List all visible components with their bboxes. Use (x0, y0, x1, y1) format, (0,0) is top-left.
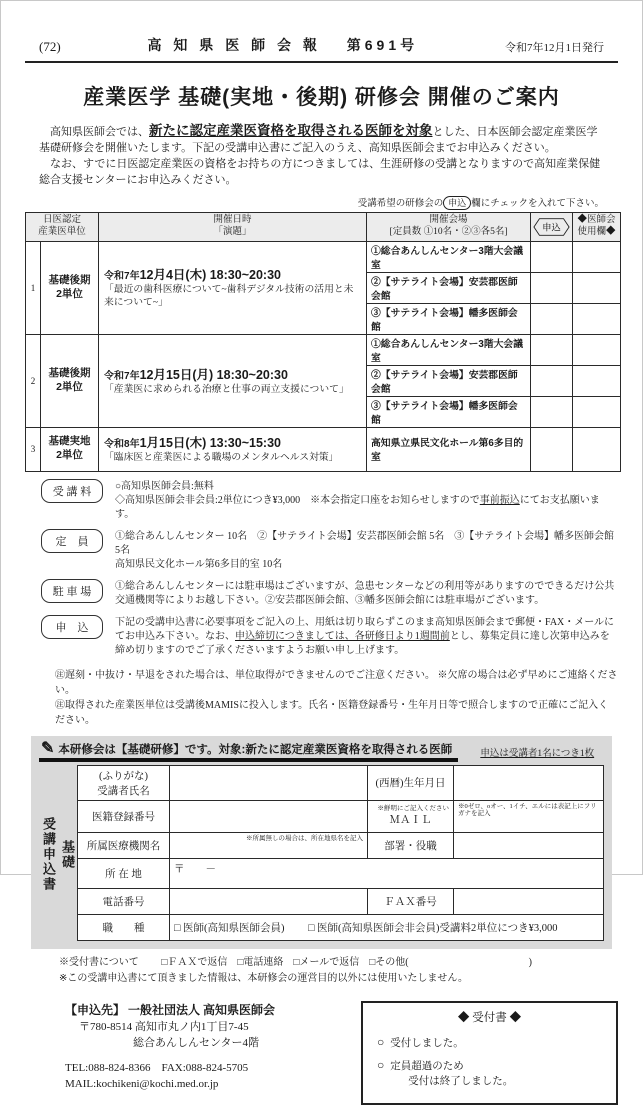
row3-office-cell-1 (573, 427, 621, 471)
table-row (26, 427, 621, 471)
form-footer-notes (59, 955, 618, 987)
row1-office-cell-3 (573, 303, 621, 334)
phone-field[interactable] (170, 888, 368, 914)
receipt-option-accepted-label: 受付しました。 (390, 1037, 464, 1049)
contact-block (65, 1001, 355, 1105)
header-datetime-line1: 開催日時 (213, 214, 252, 225)
apply-underline: 申込締切につきましては、各研修日より1週間前 (235, 630, 450, 642)
fee-line2-post: にてお支払願います。 (115, 494, 600, 520)
capacity-line1: ①総合あんしんセンター 10名 ②【サテライト会場】安芸郡医師会館 5名 ③【サテライト会場】幡多医師会館 5名 (115, 530, 614, 556)
row2-datetime (99, 334, 367, 427)
document-page (1, 1, 642, 1105)
header-office-use (573, 212, 621, 241)
row2-office-cell-1 (573, 334, 621, 365)
journal-name: 高 知 県 医 師 会 報 第691号 (147, 37, 419, 53)
page-title: 産業医学 基礎(実地・後期) 研修会 開催のご案内 (83, 86, 560, 109)
row1-venue-2: ②【サテライト会場】安芸郡医師会館 (367, 272, 531, 303)
header-cert-line1: 日医認定 (43, 214, 82, 225)
registration-number-label: 医籍登録番号 (78, 800, 170, 832)
header-venue-line2: [定員数 ①10名・②③各5名] (389, 226, 508, 237)
row3-number: 3 (26, 427, 41, 471)
contact-address-2: 総合あんしんセンター4階 (133, 1037, 260, 1049)
receipt-option-full-label (390, 1058, 513, 1088)
caution-notes (55, 668, 618, 728)
fee-label: 受 講 料 (41, 479, 103, 503)
furigana-label: (ふりがな) (99, 770, 148, 782)
header-venue-line1: 開催会場 (429, 214, 468, 225)
receipt-reply-options[interactable]: □ＦＡＸで返信 □電話連絡 □メールで返信 □その他( ) (161, 956, 532, 968)
intro-paragraph (39, 121, 604, 189)
issue-date: 令和7年12月1日発行 (504, 42, 604, 54)
intro-p2: なお、すでに日医認定産業医の資格をお持ちの方につきましては、生涯研修の受講となりますので高知産業保健総合支援センターにお申込みください。 (39, 157, 601, 186)
application-form-table (77, 765, 604, 941)
row3-era: 令和8年 (104, 439, 140, 451)
contact-mail: MAIL:kochikeni@kochi.med.or.jp (65, 1078, 219, 1090)
intro-p1-post: とした、日本医師会認定産業医学基礎研修会を開催いたします。下記の受講申込書にご記入のうえ、高知県医師会までお申込みください。 (39, 126, 598, 154)
caution-note-1: ㊟遅刻・中抜け・早退をされた場合は、単位取得ができませんのでご注意ください。 ※欠席の場合は必ず早めにご連絡ください。 (55, 669, 618, 696)
contact-org: 【申込先】 一般社団法人 高知県医師会 (65, 1002, 276, 1017)
row1-topic: 「最近の歯科医療について~歯科デジタル技術の活用と未来について~」 (104, 284, 354, 308)
bottom-section (65, 1001, 618, 1105)
occupation-option-member[interactable]: □ 医師(高知県医師会員) (174, 922, 285, 934)
row1-office-cell-1 (573, 241, 621, 272)
row3-date: 1月15日(木) 13:30~15:30 (139, 436, 281, 451)
contact-address-1: 〒780-8514 高知市丸ノ内1丁目7-45 (79, 1020, 249, 1033)
form-header-text: 本研修会は【基礎研修】です。対象:新たに認定産業医資格を取得される医師 (58, 743, 453, 756)
parking-section (41, 579, 618, 608)
organization-field[interactable] (170, 832, 368, 858)
pencil-icon: ✎ (41, 739, 55, 757)
address-field[interactable] (170, 858, 604, 888)
header-venue (367, 212, 531, 241)
row2-number: 2 (26, 334, 41, 427)
capacity-label: 定 員 (41, 529, 103, 553)
department-label: 部署・役職 (368, 832, 454, 858)
apply-body (115, 615, 618, 658)
row1-number: 1 (26, 241, 41, 334)
row1-office-cell-2 (573, 272, 621, 303)
header-datetime-line2: 「演題」 (213, 226, 252, 237)
header-apply (531, 212, 573, 241)
check-instruction (25, 195, 604, 210)
fee-line1: ○高知県医師会員:無料 (115, 480, 214, 492)
department-field[interactable] (454, 832, 604, 858)
form-side-label-bottom: 受講申込書 (41, 817, 56, 892)
row2-era: 令和7年 (104, 370, 140, 382)
row2-unit-line2: 2単位 (56, 380, 83, 393)
phone-label: 電話番号 (78, 888, 170, 914)
capacity-line2: 高知県民文化ホール第6多目的室 10名 (115, 558, 283, 570)
row3-unit (41, 427, 99, 471)
row3-datetime (99, 427, 367, 471)
occupation-options (170, 914, 604, 940)
postal-mark: 〒 － (174, 863, 216, 875)
table-row (26, 334, 621, 365)
mail-side-note: ※0ゼロ、oオー、1イチ、エルには表記上にフリガナを記入 (458, 802, 597, 818)
occupation-option-nonmember[interactable]: □ 医師(高知県医師会非会員)受講料2単位につき¥3,000 (308, 922, 558, 934)
row2-apply-checkbox-1[interactable] (531, 334, 573, 365)
row1-unit-line1: 基礎後期 (48, 273, 91, 286)
form-header (39, 740, 604, 762)
form-side-label-top: 基礎 (60, 839, 75, 870)
row1-apply-checkbox-1[interactable] (531, 241, 573, 272)
apply-hexagon-label: 申込 (542, 223, 561, 234)
occupation-label: 職 種 (78, 914, 170, 940)
header-office-line2: 使用欄◆ (577, 226, 616, 237)
row1-apply-checkbox-2[interactable] (531, 272, 573, 303)
receipt-circle-2[interactable]: ○ (377, 1057, 385, 1072)
row2-office-cell-2 (573, 365, 621, 396)
organization-label: 所属医療機関名 (78, 832, 170, 858)
contact-tel-fax: TEL:088-824-8366 FAX:088-824-5705 (65, 1061, 249, 1074)
privacy-note: ※この受講申込書にて頂きました情報は、本研修会の運営目的以外には使用いたしません。 (59, 972, 468, 984)
row1-venue-1: ①総合あんしんセンター3階大会議室 (367, 241, 531, 272)
row1-apply-checkbox-3[interactable] (531, 303, 573, 334)
row2-apply-checkbox-2[interactable] (531, 365, 573, 396)
name-label: 受講者氏名 (97, 785, 150, 797)
row3-venue-1: 高知県立県民文化ホール第6多目的室 (367, 427, 531, 471)
application-form-panel (31, 736, 612, 949)
mail-field[interactable] (454, 800, 604, 832)
apply-section (41, 615, 618, 658)
row2-office-cell-3 (573, 396, 621, 427)
header-cert-unit (26, 212, 99, 241)
dob-field[interactable] (454, 765, 604, 800)
row1-unit-line2: 2単位 (56, 287, 83, 300)
check-instruction-pre: 受講希望の研修会の (357, 198, 444, 209)
header-datetime (99, 212, 367, 241)
row2-apply-checkbox-3[interactable] (531, 396, 573, 427)
receipt-option-full-line1: 定員超過のため (390, 1060, 464, 1072)
mail-label: ＭＡＩＬ (389, 815, 432, 827)
registration-number-field[interactable] (170, 800, 368, 832)
apply-hexagon (533, 217, 570, 237)
form-header-title (39, 740, 458, 762)
organization-note: ※所属無しの場合は、所在地県名を記入 (246, 834, 363, 842)
fee-line2-underline: 事前振込 (479, 494, 520, 506)
caution-note-2: ㊟取得された産業医単位は受講後MAMISに投入します。氏名・医籍登録番号・生年月日等で照合しますので正確にご記入ください。 (55, 699, 609, 726)
schedule-table (25, 212, 621, 472)
fee-section (41, 479, 618, 522)
apply-pre: 下記の受講申込書に必要事項をご記入の上、用紙は切り取らずこのまま高知県医師会まで郵便・FAX・メールにてお申込み下さい。なお、 (115, 616, 615, 642)
dob-label: (西暦)生年月日 (368, 765, 454, 800)
row2-venue-2: ②【サテライト会場】安芸郡医師会館 (367, 365, 531, 396)
receipt-box (361, 1001, 618, 1105)
check-instruction-post: 欄にチェックを入れて下さい。 (471, 198, 604, 209)
apply-post: とし、募集定員に達し次第申込みを締め切りますのでご了承くださいますようお願い申し上げます。 (115, 630, 610, 656)
row3-unit-line1: 基礎実地 (48, 435, 91, 448)
row2-topic: 「産業医に求められる治療と仕事の両立支援について」 (104, 383, 349, 395)
applicant-name-field[interactable] (170, 765, 368, 800)
applicant-name-label (78, 765, 170, 800)
apply-pill: 申込 (443, 196, 471, 210)
parking-body: ①総合あんしんセンターには駐車場はございますが、急患センターなどの利用等がありますのでできるだけ公共交通機関等によりお越し下さい。②安芸郡医師会館、③幡多医師会館には駐車場がございます。 (115, 580, 615, 606)
row1-venue-3: ③【サテライト会場】幡多医師会館 (367, 303, 531, 334)
fee-line2-pre: ◇高知県医師会非会員:2単位につき¥3,000 ※本会指定口座をお知らせしますので (115, 494, 480, 506)
fax-field[interactable] (454, 888, 604, 914)
form-header-note: 申込は受講者1名につき1枚 (480, 748, 595, 759)
capacity-section (41, 529, 618, 572)
table-row (26, 241, 621, 272)
address-label: 所 在 地 (78, 858, 170, 888)
header-cert-line2: 産業医単位 (38, 226, 86, 237)
receipt-option-accepted[interactable] (377, 1035, 602, 1050)
row3-topic: 「臨床医と産業医による職場のメンタルヘルス対策」 (104, 452, 339, 464)
intro-emphasis: 新たに認定産業医資格を取得される医師を対象 (149, 123, 433, 138)
row1-unit (41, 241, 99, 334)
receipt-option-full[interactable] (377, 1058, 602, 1088)
row1-datetime (99, 241, 367, 334)
receipt-circle-1[interactable]: ○ (377, 1034, 385, 1049)
receipt-reply-label: ※受付書について (59, 956, 139, 968)
header-office-line1: ◆医師会 (577, 214, 616, 225)
fax-label: ＦＡＸ番号 (368, 888, 454, 914)
parking-label: 駐 車 場 (41, 579, 103, 603)
row1-era: 令和7年 (104, 271, 140, 283)
fee-body (115, 479, 618, 522)
row2-date: 12月15日(月) 18:30~20:30 (139, 367, 288, 382)
form-body (39, 765, 604, 941)
apply-label: 申 込 (41, 615, 103, 639)
receipt-option-full-line2: 受付は終了しました。 (408, 1075, 514, 1087)
row2-unit (41, 334, 99, 427)
row3-apply-checkbox-1[interactable] (531, 427, 573, 471)
row2-venue-1: ①総合あんしんセンター3階大会議室 (367, 334, 531, 365)
journal-header (25, 21, 618, 63)
row3-unit-line2: 2単位 (56, 449, 83, 461)
capacity-body (115, 529, 618, 572)
form-side-label (39, 765, 77, 941)
receipt-title: ◆ 受付書 ◆ (457, 1011, 522, 1024)
mail-note: ※鮮明にご記入ください (377, 804, 449, 812)
row2-unit-line1: 基礎後期 (48, 366, 91, 379)
page-number: (72) (39, 39, 61, 54)
intro-p1-pre: 高知県医師会では、 (39, 126, 149, 138)
row2-venue-3: ③【サテライト会場】幡多医師会館 (367, 396, 531, 427)
mail-label-cell (368, 800, 454, 832)
row1-date: 12月4日(木) 18:30~20:30 (139, 268, 281, 283)
